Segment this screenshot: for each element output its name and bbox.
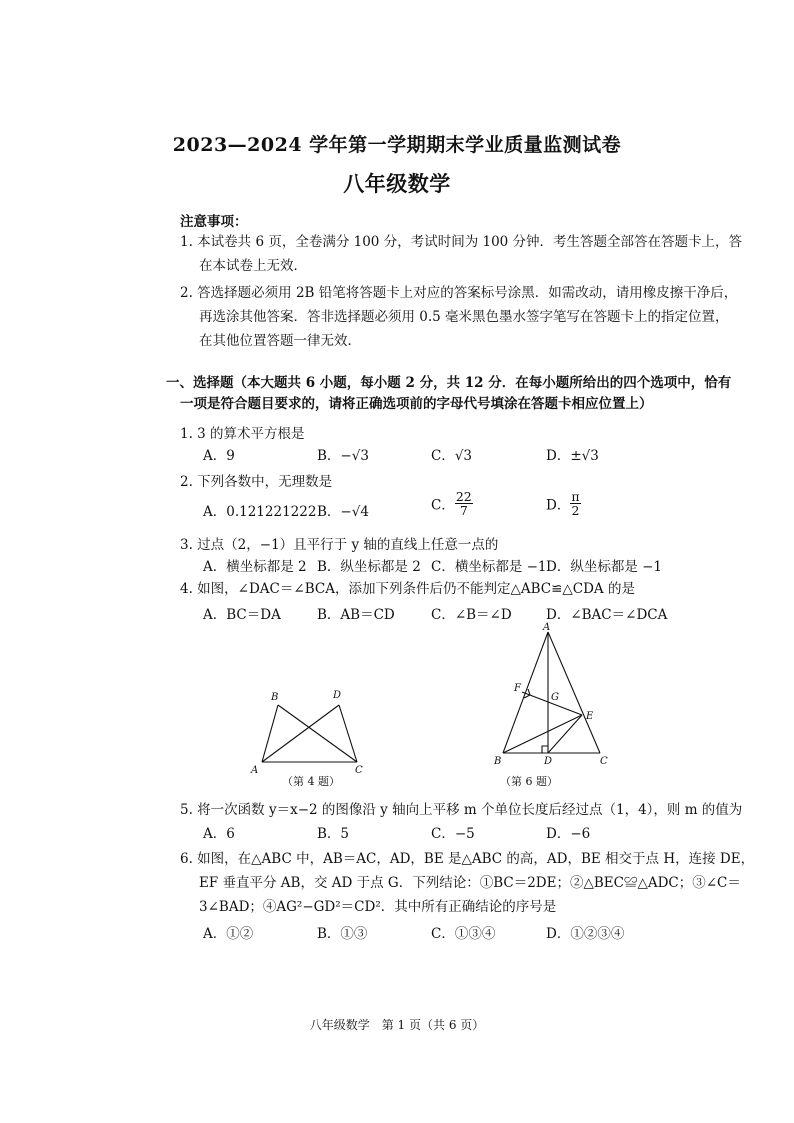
fig4-segment-bc xyxy=(278,705,357,762)
notes-heading: 注意事项： xyxy=(180,214,248,230)
section-1-line-1: 一、选择题（本大题共 6 小题，每小题 2 分，共 12 分．在每小题所给出的四个选项中，恰有 xyxy=(166,375,732,391)
q2-option-b: B．−√4 xyxy=(317,504,369,520)
q1-option-b: B．−√3 xyxy=(317,448,369,464)
fig4-segment-ab xyxy=(262,705,278,762)
q1-stem: 1. 3 的算术平方根是 xyxy=(180,426,305,442)
q6-stem-line-3: 3∠BAD；④AG²−GD²＝CD²．其中所有正确结论的序号是 xyxy=(199,899,557,915)
fig6-label-e: E xyxy=(586,711,594,722)
fig6-label-g: G xyxy=(551,692,559,703)
fig4-segment-cd xyxy=(339,705,357,762)
subject-title: 八年级数学 xyxy=(343,171,451,196)
q3-option-c: C．横坐标都是 −1 xyxy=(431,559,547,575)
note-2-line-2: 再选涂其他答案．答非选择题必须用 0.5 毫米黑色墨水签字笔写在答题卡上的指定位置， xyxy=(199,309,729,325)
q2-option-c-label: C． xyxy=(431,497,455,514)
fig6-segment-de xyxy=(548,715,582,753)
exam-title: 2023—2024 学年第一学期期末学业质量监测试卷 xyxy=(172,134,622,156)
q5-option-d: D．−6 xyxy=(546,826,591,842)
fig6-label-d: D xyxy=(544,756,553,767)
fig4-label-a: A xyxy=(251,765,259,776)
q2-option-c-fraction xyxy=(455,490,473,517)
q6-stem-line-2: EF 垂直平分 AB，交 AD 于点 G．下列结论：①BC＝2DE；②△BEC≌△ADC；③∠C＝ xyxy=(199,875,741,891)
fig4-label-d: D xyxy=(333,690,342,701)
q2-option-d-label: D． xyxy=(546,497,571,514)
note-2-line-1: 2. 答选择题必须用 2B 铅笔将答题卡上对应的答案标号涂黑．如需改动，请用橡皮擦干净后， xyxy=(180,285,738,301)
q6-stem-line-1: 6. 如图，在△ABC 中，AB＝AC，AD，BE 是△ABC 的高，AD，BE 相交于点 H，连接 DE， xyxy=(180,851,755,867)
fig6-label-f: F xyxy=(514,683,521,694)
fig6-right-angle-d xyxy=(542,746,548,753)
q2-stem: 2. 下列各数中，无理数是 xyxy=(180,474,333,490)
q2-c-denominator: 7 xyxy=(459,503,468,519)
q2-option-c xyxy=(431,490,473,517)
q3-stem: 3. 过点（2，−1）且平行于 y 轴的直线上任意一点的 xyxy=(180,537,499,553)
q2-option-a: A．0.121221222 xyxy=(203,504,317,520)
q2-d-numerator: π xyxy=(571,489,580,504)
q2-d-denominator: 2 xyxy=(571,503,580,519)
q4-option-c: C．∠B＝∠D xyxy=(431,607,512,623)
fig4-label-b: B xyxy=(271,692,279,703)
q6-option-a: A．①② xyxy=(203,926,254,942)
figure-6-diagram xyxy=(490,620,620,770)
q5-option-c: C．−5 xyxy=(431,826,475,842)
q6-option-b: B．①③ xyxy=(317,926,368,942)
section-1-line-2: 一项是符合题目要求的，请将正确选项前的字母代号填涂在答题卡相应位置上） xyxy=(180,396,653,412)
q1-option-d: D．±√3 xyxy=(546,448,599,464)
q6-option-d: D．①②③④ xyxy=(546,926,625,942)
q2-c-numerator: 22 xyxy=(455,489,472,504)
fig6-label-c: C xyxy=(600,756,608,767)
fig6-label-a: A xyxy=(543,622,551,633)
q5-stem: 5. 将一次函数 y＝x−2 的图像沿 y 轴向上平移 m 个单位长度后经过点（1，4），则 m 的值为 xyxy=(180,802,743,818)
q4-option-b: B．AB＝CD xyxy=(317,607,395,623)
q5-option-a: A．6 xyxy=(203,826,235,842)
q3-option-d: D．纵坐标都是 −1 xyxy=(546,559,663,575)
page-footer: 八年级数学 第 1 页（共 6 页） xyxy=(309,1018,485,1032)
figure-4-diagram xyxy=(245,680,375,780)
q3-option-a: A．横坐标都是 2 xyxy=(203,559,307,575)
q2-option-d xyxy=(546,490,581,517)
q1-option-a: A．9 xyxy=(203,448,235,464)
figure-6-caption: （第 6 题） xyxy=(500,775,558,788)
q3-option-b: B．纵坐标都是 2 xyxy=(317,559,421,575)
note-1-line-2: 在本试卷上无效． xyxy=(199,258,307,274)
q4-stem: 4. 如图，∠DAC＝∠BCA，添加下列条件后仍不能判定△ABC≌△CDA 的是 xyxy=(180,581,635,597)
q6-option-c: C．①③④ xyxy=(431,926,496,942)
note-2-line-3: 在其他位置答题一律无效． xyxy=(199,333,361,349)
q4-option-a: A．BC＝DA xyxy=(203,607,281,623)
fig6-label-b: B xyxy=(494,756,502,767)
figure-4-caption: （第 4 题） xyxy=(282,775,340,788)
q1-option-c: C．√3 xyxy=(431,448,473,464)
q5-option-b: B．5 xyxy=(317,826,350,842)
fig4-segment-ad xyxy=(262,705,339,762)
fig4-label-c: C xyxy=(355,765,363,776)
q2-option-d-fraction xyxy=(570,490,580,517)
q4-option-d: D．∠BAC＝∠DCA xyxy=(546,607,668,623)
note-1-line-1: 1. 本试卷共 6 页，全卷满分 100 分，考试时间为 100 分钟．考生答题全部答在答题卡上，答 xyxy=(180,234,743,250)
